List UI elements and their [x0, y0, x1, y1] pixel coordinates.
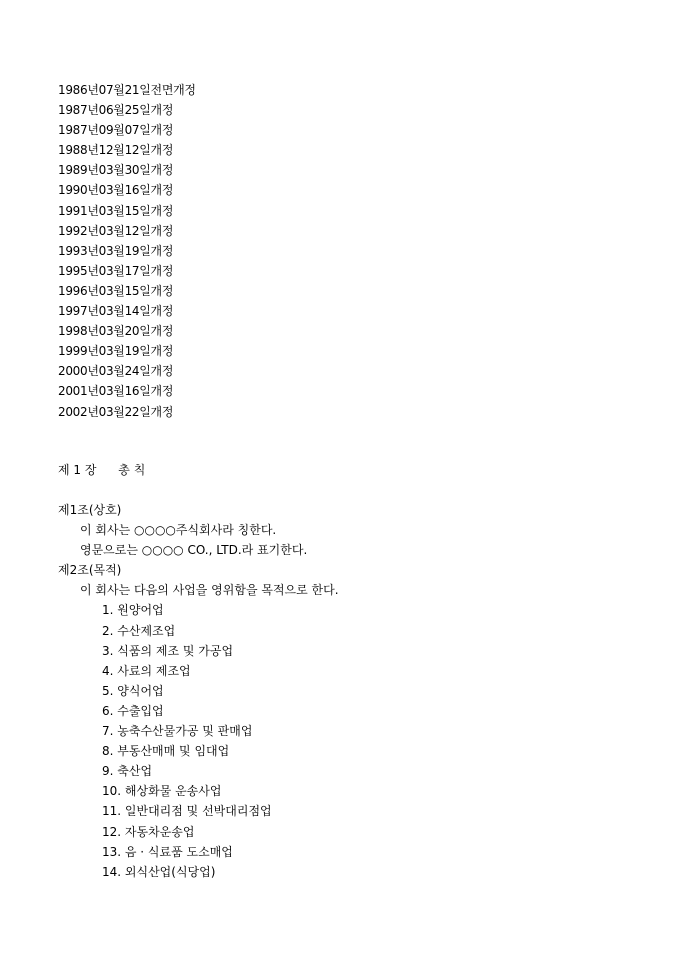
revision-entry: 1996년03월15일개정: [58, 283, 174, 298]
revision-entry: 2001년03월16일개정: [58, 384, 174, 399]
revision-entry: 1989년03월30일개정: [58, 163, 174, 178]
revision-entry: 1987년06월25일개정: [58, 103, 174, 118]
purpose-item: 5. 양식어업: [102, 683, 164, 698]
chapter-number: 제 1 장: [58, 463, 97, 477]
purpose-item: 10. 해상화물 운송사업: [102, 784, 222, 799]
article-2-heading: 제2조(목적): [58, 563, 122, 578]
purpose-item: 4. 사료의 제조업: [102, 663, 191, 678]
purpose-item: 3. 식품의 제조 및 가공업: [102, 643, 234, 658]
revision-entry: 1990년03월16일개정: [58, 183, 174, 198]
purpose-item: 14. 외식산업(식당업): [102, 864, 216, 879]
revision-entry: 1987년09월07일개정: [58, 123, 174, 138]
purpose-item: 6. 수출입업: [102, 703, 164, 718]
revision-entry: 1988년12월12일개정: [58, 143, 174, 158]
articles: [58, 500, 658, 882]
revision-entry: 2000년03월24일개정: [58, 364, 174, 379]
revision-entry: 1998년03월20일개정: [58, 324, 174, 339]
revision-entry: 1997년03월14일개정: [58, 304, 174, 319]
revision-entry: 2002년03월22일개정: [58, 404, 174, 419]
revision-history: [58, 80, 196, 422]
revision-entry: 1991년03월15일개정: [58, 203, 174, 218]
article-2-intro: 이 회사는 다음의 사업을 영위함을 목적으로 한다.: [80, 583, 339, 598]
purpose-item: 8. 부동산매매 및 임대업: [102, 744, 230, 759]
purpose-item: 13. 음 · 식료품 도소매업: [102, 844, 233, 859]
article-1-text: 영문으로는 ○○○○ CO., LTD.라 표기한다.: [80, 543, 308, 558]
article-1-heading: 제1조(상호): [58, 503, 122, 517]
purpose-item: 7. 농축수산물가공 및 판매업: [102, 724, 253, 739]
revision-entry: 1992년03월12일개정: [58, 223, 174, 238]
purpose-item: 1. 원양어업: [102, 603, 164, 618]
revision-entry: 1995년03월17일개정: [58, 263, 174, 278]
purpose-item: 11. 일반대리점 및 선박대리점업: [102, 804, 272, 819]
article-1-text: 이 회사는 ○○○○주식회사라 칭한다.: [80, 523, 277, 538]
revision-entry: 1999년03월19일개정: [58, 344, 174, 359]
chapter-title: 총 칙: [118, 463, 146, 477]
revision-entry: 1993년03월19일개정: [58, 243, 174, 258]
revision-entry: 1986년07월21일전면개정: [58, 83, 196, 97]
chapter-heading: [58, 460, 145, 480]
purpose-item: 9. 축산업: [102, 764, 153, 779]
purpose-item: 12. 자동차운송업: [102, 824, 195, 839]
purpose-item: 2. 수산제조업: [102, 623, 176, 638]
